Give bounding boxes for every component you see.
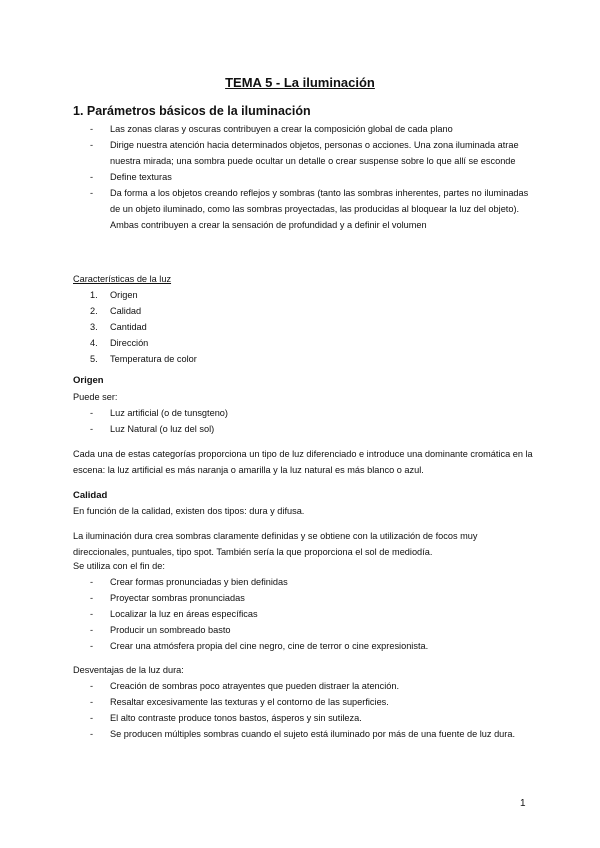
desventajas-list <box>90 678 530 742</box>
list-item: 3. Cantidad <box>90 322 147 332</box>
list-item: - Creación de sombras poco atrayentes que pueden distraer la atención. <box>90 678 530 694</box>
list-item: - El alto contraste produce tonos bastos, ásperos y sin sutileza. <box>90 710 530 726</box>
calidad-intro: En función de la calidad, existen dos tipos: dura y difusa. <box>73 506 305 516</box>
list-item: - Crear una atmósfera propia del cine negro, cine de terror o cine expresionista. <box>90 638 530 654</box>
list-item: 1. Origen <box>90 290 138 300</box>
origen-intro: Puede ser: <box>73 392 118 402</box>
list-item: - Crear formas pronunciadas y bien definidas <box>90 574 530 590</box>
origen-list <box>90 405 530 437</box>
list-item: - Da forma a los objetos creando reflejos y sombras (tanto las sombras inherentes, partes no iluminadas de un objeto iluminado, como las sombras proyectadas, las producidas al bloquear la luz del objeto). Ambas contribuyen a crear la sensación de profundidad y a definir el volumen <box>90 185 530 233</box>
calidad-fin-intro: Se utiliza con el fin de: <box>73 561 165 571</box>
caracteristicas-heading: Características de la luz <box>73 274 172 284</box>
desventajas-heading: Desventajas de la luz dura: <box>73 665 184 675</box>
origen-heading: Origen <box>73 375 104 386</box>
parametros-list <box>90 121 530 233</box>
list-item: - Producir un sombreado basto <box>90 622 530 638</box>
page-number: 1 <box>520 798 526 809</box>
list-item: - Define texturas <box>90 169 530 185</box>
calidad-fin-list <box>90 574 530 654</box>
section-heading-parametros: 1. Parámetros básicos de la iluminación <box>73 104 311 118</box>
origen-paragraph: Cada una de estas categorías proporciona un tipo de luz diferenciado e introduce una dominante cromática en la escena: la luz artificial es más naranja o amarilla y la luz natural es más blanco o azul. <box>73 449 533 475</box>
list-item: 2. Calidad <box>90 306 142 316</box>
list-item: - Las zonas claras y oscuras contribuyen a crear la composición global de cada plano <box>90 121 530 137</box>
calidad-paragraph: La iluminación dura crea sombras claramente definidas y se obtiene con la utilización de focos muy direccionales, puntuales, tipo spot. También sería la que proporciona el sol de mediodía. <box>73 531 478 557</box>
list-item: - Localizar la luz en áreas específicas <box>90 606 530 622</box>
caracteristicas-list <box>90 287 197 367</box>
list-item: 5. Temperatura de color <box>90 354 197 364</box>
list-item: - Luz artificial (o de tunsgteno) <box>90 405 530 421</box>
list-item: - Proyectar sombras pronunciadas <box>90 590 530 606</box>
list-item: 4. Dirección <box>90 338 149 348</box>
list-item: - Resaltar excesivamente las texturas y el contorno de las superficies. <box>90 694 530 710</box>
list-item: - Dirige nuestra atención hacia determinados objetos, personas o acciones. Una zona iluminada atrae nuestra mirada; una sombra puede ocultar un detalle o crear suspense sobre lo que allí se esconde <box>90 137 530 169</box>
calidad-heading: Calidad <box>73 490 108 501</box>
list-item: - Se producen múltiples sombras cuando el sujeto está iluminado por más de una fuente de luz dura. <box>90 726 530 742</box>
list-item: - Luz Natural (o luz del sol) <box>90 421 530 437</box>
document-title: TEMA 5 - La iluminación <box>225 75 375 90</box>
